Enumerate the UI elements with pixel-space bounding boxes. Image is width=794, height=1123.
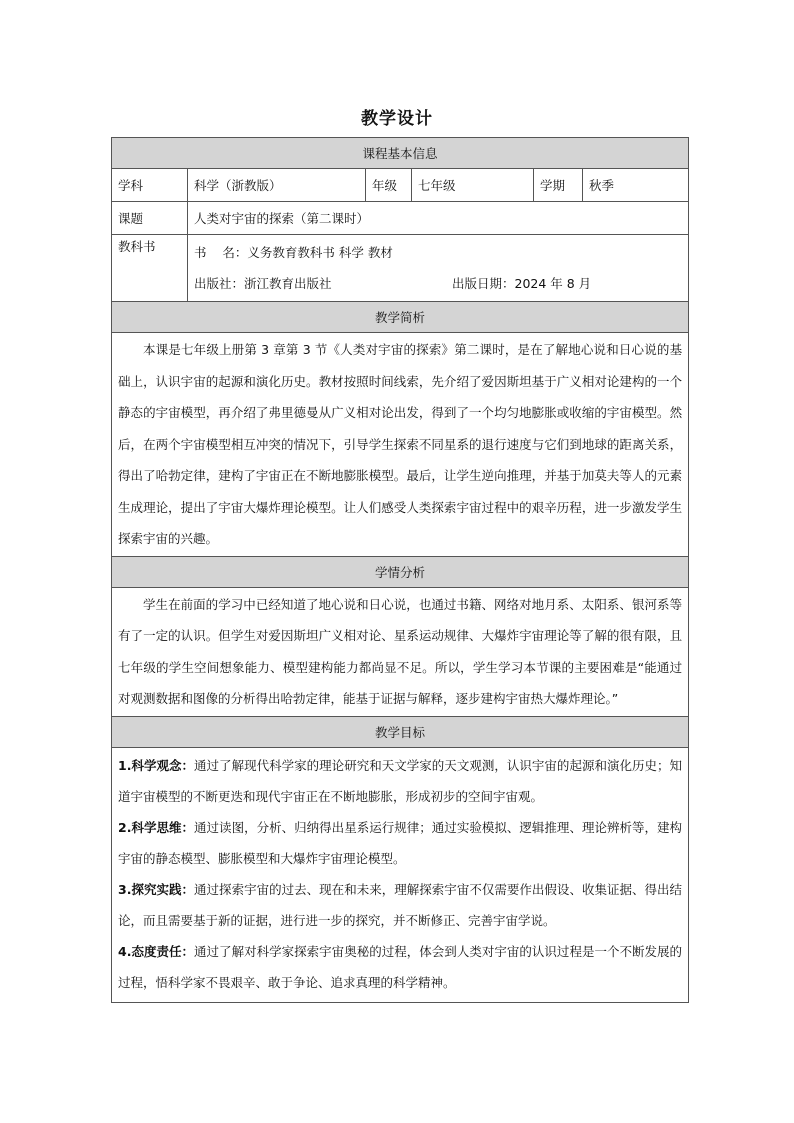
grade-value: 七年级 <box>412 169 534 202</box>
analysis-text: 本课是七年级上册第 3 章第 3 节《人类对宇宙的探索》第二课时，是在了解地心说和日心说的基础上，认识宇宙的起源和演化历史。教材按照时间线索，先介绍了爱因斯坦基于广义相对论建构的一个静态的宇宙模型，再介绍了弗里德曼从广义相对论出发，得到了一个均匀地膨胀或收缩的宇宙模型。然后，在两个宇宙模型相互冲突的情况下，引导学生探索不同星系的退行速度与它们到地球的距离关系，得出了哈勃定律，建构了宇宙正在不断地膨胀模型。最后，让学生逆向推理，并基于加莫夫等人的元素生成理论，提出了宇宙大爆炸理论模型。让人们感受人类探索宇宙过程中的艰辛历程，进一步激发学生探索宇宙的兴趣。 <box>112 333 689 557</box>
objective-item <box>118 936 682 998</box>
objective-text: 通过了解现代科学家的理论研究和天文学家的天文观测，认识宇宙的起源和演化历史；知道宇宙模型的不断更迭和现代宇宙正在不断地膨胀，形成初步的空间宇宙观。 <box>118 757 683 804</box>
term-value: 秋季 <box>583 169 689 202</box>
objectives-header: 教学目标 <box>112 716 689 747</box>
objective-item <box>118 750 682 812</box>
objective-text: 通过了解对科学家探索宇宙奥秘的过程，体会到人类对宇宙的认识过程是一个不断发展的过程，悟科学家不畏艰辛、敢于争论、追求真理的科学精神。 <box>118 943 683 990</box>
topic-value: 人类对宇宙的探索（第二课时） <box>188 202 689 235</box>
objective-label: 4.态度责任： <box>118 943 195 959</box>
objectives-list <box>112 747 689 1002</box>
objective-text: 通过探索宇宙的过去、现在和未来，理解探索宇宙不仅需要作出假设、收集证据、得出结论，而且需要基于新的证据，进行进一步的探究，并不断修正、完善宇宙学说。 <box>118 881 683 928</box>
topic-label: 课题 <box>112 202 188 235</box>
textbook-info <box>188 235 689 302</box>
publisher-line <box>194 268 682 299</box>
book-name: 书 名：义务教育教科书 科学 教材 <box>194 245 393 260</box>
analysis-header: 教学简析 <box>112 302 689 333</box>
basic-info-header: 课程基本信息 <box>112 138 689 169</box>
objective-item <box>118 874 682 936</box>
publish-date: 出版日期：2024 年 8 月 <box>452 276 592 291</box>
objective-label: 1.科学观念： <box>118 757 195 773</box>
learners-text: 学生在前面的学习中已经知道了地心说和日心说，也通过书籍、网络对地月系、太阳系、银河系等有了一定的认识。但学生对爱因斯坦广义相对论、星系运动规律、大爆炸宇宙理论等了解的很有限，且七年级的学生空间想象能力、模型建构能力都尚显不足。所以，学生学习本节课的主要困难是“能通过对观测数据和图像的分析得出哈勃定律，能基于证据与解释，逐步建构宇宙热大爆炸理论。” <box>112 587 689 716</box>
objective-label: 2.科学思维： <box>118 819 195 835</box>
subject-label: 学科 <box>112 169 188 202</box>
subject-value: 科学（浙教版） <box>188 169 366 202</box>
term-label: 学期 <box>534 169 583 202</box>
objective-text: 通过读图，分析、归纳得出星系运行规律；通过实验模拟、逻辑推理、理论辨析等，建构宇宙的静态模型、膨胀模型和大爆炸宇宙理论模型。 <box>118 819 683 866</box>
textbook-label: 教科书 <box>112 235 188 302</box>
grade-label: 年级 <box>366 169 412 202</box>
learners-header: 学情分析 <box>112 556 689 587</box>
publisher: 出版社：浙江教育出版社 <box>194 276 332 291</box>
document-title: 教学设计 <box>361 109 433 129</box>
objective-item <box>118 812 682 874</box>
objective-label: 3.探究实践： <box>118 881 195 897</box>
lesson-design-table <box>111 137 689 1003</box>
